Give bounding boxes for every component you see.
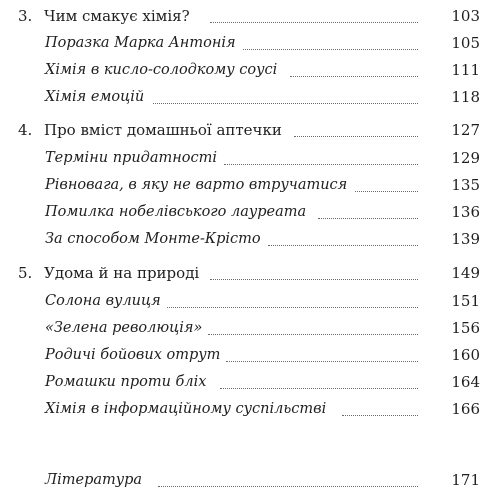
item-title: Ромашки проти бліх [45,374,207,390]
item-title: За способом Монте-Крісто [45,231,261,247]
item-title: Хімія в інформаційному суспільстві [45,401,327,417]
page-number: 135 [451,176,480,194]
dot-leader [158,486,418,487]
dot-leader [210,22,418,23]
dot-leader [167,307,418,308]
toc-item[interactable] [0,343,500,367]
toc-item[interactable] [0,173,500,197]
toc-chapter-5[interactable] [0,261,500,285]
dot-leader [243,49,418,50]
item-title: Помилка нобелівського лауреата [45,204,307,220]
page-number: 136 [451,203,480,221]
item-title: Рівновага, в яку не варто втручатися [45,177,348,193]
item-title: Терміни придатності [45,150,218,166]
toc-item[interactable] [0,31,500,55]
item-title: Поразка Марка Антонія [45,35,236,51]
toc-item[interactable] [0,146,500,170]
dot-leader [153,103,418,104]
page-number: 171 [451,471,480,489]
page-number: 164 [451,373,480,391]
page-number: 129 [451,149,480,167]
toc-item[interactable] [0,85,500,109]
toc-item[interactable] [0,397,500,421]
toc-item[interactable] [0,58,500,82]
page-number: 103 [451,7,480,25]
dot-leader [290,76,418,77]
page-number: 149 [451,264,480,282]
dot-leader [226,361,418,362]
page-number: 139 [451,230,480,248]
dot-leader [224,164,418,165]
chapter-number: 3. [18,7,33,25]
chapter-title: Про вміст домашньої аптечки [44,121,282,139]
chapter-number: 4. [18,121,33,139]
toc-references[interactable] [0,468,500,492]
page-number: 151 [451,292,480,310]
toc-chapter-3[interactable] [0,4,500,28]
item-title: Хімія емоцій [45,89,145,105]
dot-leader [210,279,418,280]
page-number: 156 [451,319,480,337]
chapter-title: Удома й на природі [44,264,200,282]
toc-item[interactable] [0,370,500,394]
dot-leader [294,136,418,137]
item-title: Родичі бойових отрут [45,347,221,363]
dot-leader [220,388,418,389]
page-number: 118 [451,88,480,106]
chapter-title: Чим смакує хімія? [44,7,190,25]
chapter-number: 5. [18,264,33,282]
item-title: «Зелена революція» [45,320,203,336]
page-number: 105 [451,34,480,52]
toc-item[interactable] [0,316,500,340]
page-number: 127 [451,121,480,139]
toc-item[interactable] [0,227,500,251]
item-title: Хімія в кисло-солодкому соусі [45,62,278,78]
page-number: 111 [451,61,480,79]
dot-leader [342,415,418,416]
toc-item[interactable] [0,200,500,224]
toc-item[interactable] [0,289,500,313]
item-title: Солона вулиця [45,293,161,309]
page-number: 160 [451,346,480,364]
dot-leader [208,334,418,335]
dot-leader [318,218,418,219]
toc-chapter-4[interactable] [0,118,500,142]
dot-leader [268,245,418,246]
references-title: Література [45,472,143,488]
dot-leader [355,191,418,192]
page-number: 166 [451,400,480,418]
